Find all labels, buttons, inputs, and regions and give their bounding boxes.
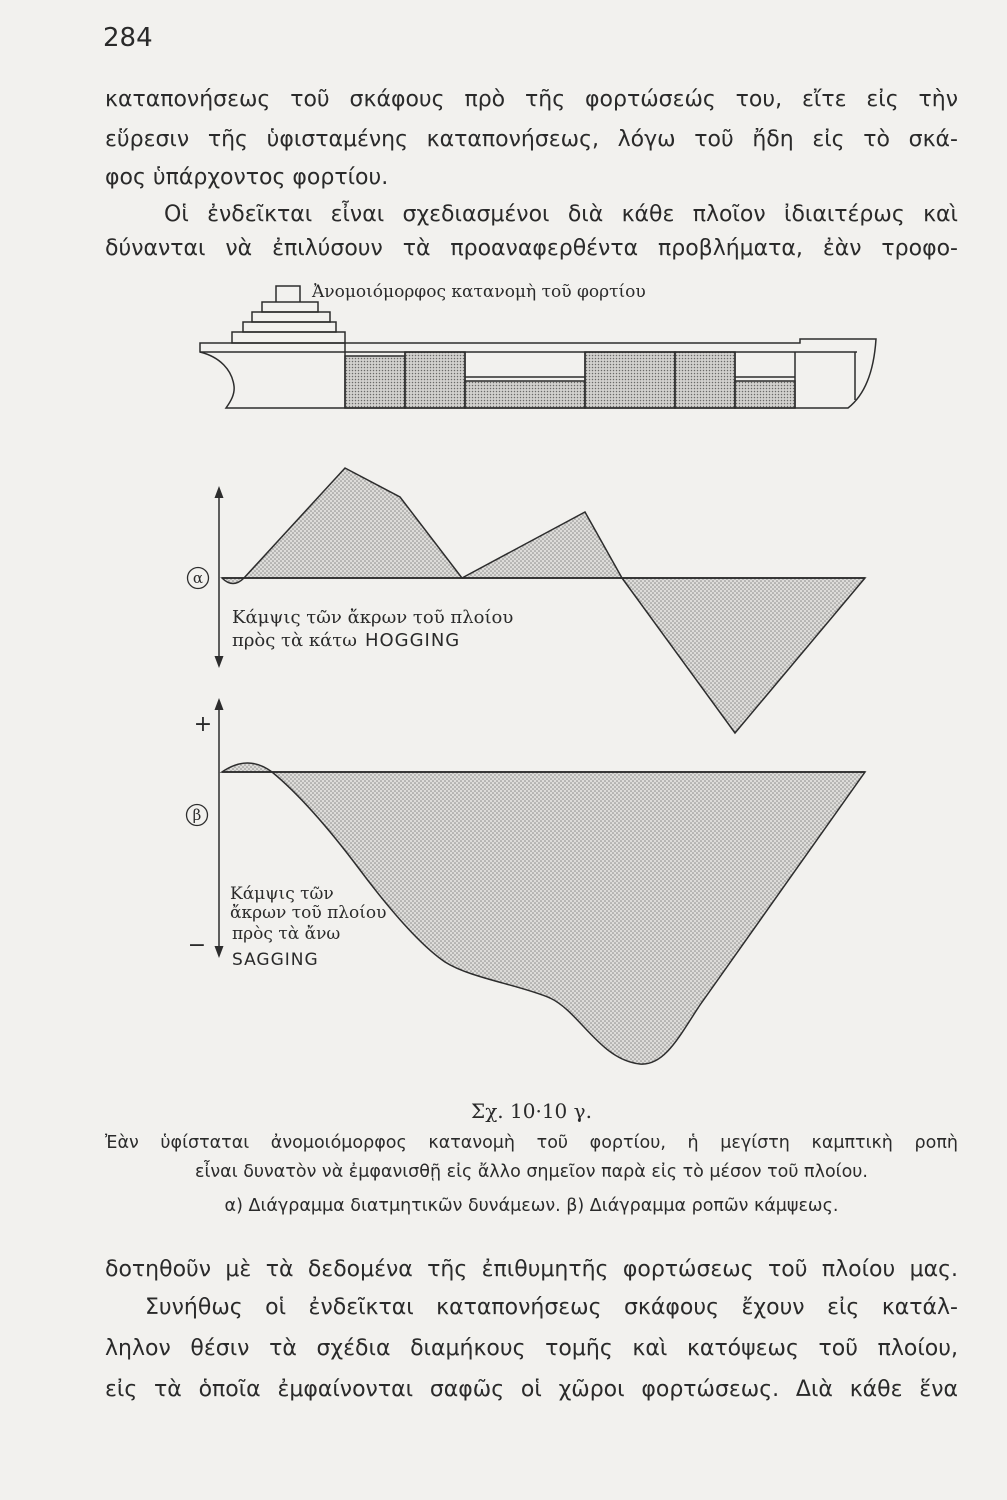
cargo-hold-5-load	[675, 352, 735, 408]
body-line-3: φος ὑπάρχοντος φορτίου.	[105, 165, 389, 190]
diagram-b-marker: β	[192, 806, 202, 824]
hogging-label-line2-group	[232, 630, 460, 651]
ship-label: Ἀνομοιόμορφος κατανομὴ τοῦ φορτίου	[312, 282, 646, 302]
sagging-label-line2: ἄκρων τοῦ πλοίου	[230, 903, 387, 923]
body-line-2: εὕρεσιν τῆς ὑφισταμένης καταπονήσεως, λόγω τοῦ ἤδη εἰς τὸ σκά-	[105, 127, 958, 152]
diagram-a-marker: α	[192, 569, 204, 587]
ship-funnel	[276, 286, 300, 302]
moment-axis-arrow-down	[215, 946, 224, 958]
superstructure-tier-4	[232, 332, 345, 343]
shear-force-diagram	[188, 468, 866, 733]
hogging-label-line2: πρὸς τὰ κάτω	[232, 630, 357, 651]
bending-moment-diagram	[187, 698, 866, 1064]
moment-axis-arrow-up	[215, 698, 224, 710]
body-line-9: εἰς τὰ ὁποῖα ἐμφαίνονται σαφῶς οἱ χῶροι φορτώσεως. Διὰ κάθε ἕνα	[105, 1377, 958, 1402]
sagging-label-line1: Κάμψις τῶν	[230, 884, 334, 904]
page-number: 284	[103, 23, 153, 53]
body-line-5: δύνανται νὰ ἐπιλύσουν τὰ προαναφερθέντα προβλήματα, ἐὰν τροφο-	[105, 236, 958, 261]
ship-profile	[200, 286, 876, 408]
shear-positive-area-2	[462, 512, 622, 578]
cargo-hold-6-load	[735, 381, 795, 408]
superstructure-tier-2	[252, 312, 330, 322]
body-line-8: ληλον θέσιν τὰ σχέδια διαμήκους τομῆς καὶ κατόψεως τοῦ πλοίου,	[105, 1336, 958, 1361]
body-line-6: δοτηθοῦν μὲ τὰ δεδομένα τῆς ἐπιθυμητῆς φορτώσεως τοῦ πλοίου μας.	[105, 1257, 958, 1282]
caption-line-2: εἶναι δυνατὸν νὰ ἐμφανισθῇ εἰς ἄλλο σημεῖον παρὰ εἰς τὸ μέσον τοῦ πλοίου.	[195, 1162, 868, 1182]
cargo-hold-2-load	[405, 352, 465, 408]
hogging-label-line1: Κάμψις τῶν ἄκρων τοῦ πλοίου	[232, 607, 514, 628]
sagging-term: SAGGING	[232, 950, 319, 970]
shear-negative-area	[622, 578, 865, 733]
caption-line-3: α) Διάγραμμα διατμητικῶν δυνάμεων. β) Διάγραμμα ροπῶν κάμψεως.	[224, 1196, 839, 1216]
caption-line-1: Ἐὰν ὑφίσταται ἀνομοιόμορφος κατανομὴ τοῦ φορτίου, ἡ μεγίστη καμπτικὴ ροπὴ	[105, 1133, 958, 1153]
body-line-1: καταπονήσεως τοῦ σκάφους πρὸ τῆς φορτώσεώς του, εἴτε εἰς τὴν	[105, 87, 958, 112]
body-line-4: Οἱ ἐνδεῖκται εἶναι σχεδιασμένοι διὰ κάθε πλοῖον ἰδιαιτέρως καὶ	[164, 202, 958, 227]
hogging-term: HOGGING	[364, 630, 461, 651]
sagging-label-line3: πρὸς τὰ ἄνω	[232, 924, 341, 944]
cargo-hold-4-load	[585, 352, 675, 408]
shear-axis-arrow-up	[215, 486, 224, 498]
moment-positive-hump	[222, 763, 272, 772]
superstructure-tier-1	[262, 302, 318, 312]
cargo-hold-1-load	[345, 356, 405, 408]
figure-number: Σχ. 10·10 γ.	[471, 1099, 592, 1123]
minus-sign: −	[187, 933, 207, 958]
superstructure-tier-3	[243, 322, 336, 332]
plus-sign: +	[193, 712, 213, 737]
shear-positive-area-1	[244, 468, 462, 578]
cargo-hold-3-load	[465, 381, 585, 408]
shear-axis-arrow-down	[215, 656, 224, 668]
body-line-7: Συνήθως οἱ ἐνδεῖκται καταπονήσεως σκάφους ἔχουν εἰς κατάλ-	[145, 1295, 958, 1320]
